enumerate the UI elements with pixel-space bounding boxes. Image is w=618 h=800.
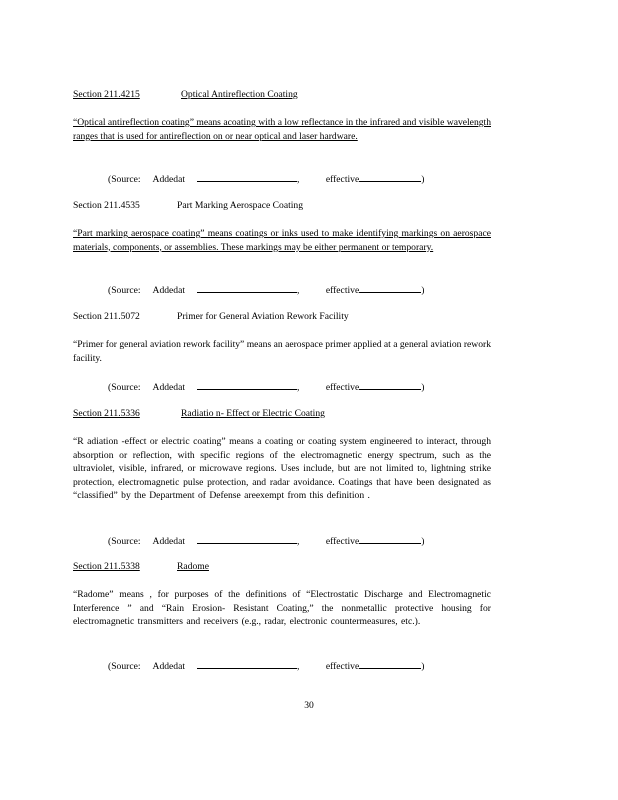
close-paren: ) xyxy=(421,174,425,185)
added-date-blank xyxy=(197,282,297,293)
section-heading xyxy=(73,560,491,574)
source-line xyxy=(108,533,424,549)
source-label: (Source: xyxy=(108,536,141,547)
source-label: (Source: xyxy=(108,174,141,185)
added-date-blank xyxy=(197,171,297,182)
effective-label: effective xyxy=(325,536,360,547)
comma: , xyxy=(297,536,300,547)
effective-date-blank xyxy=(359,533,421,544)
effective-date-blank xyxy=(359,379,421,390)
section-number: Section 211.5072 xyxy=(73,311,140,322)
effective-label: effective xyxy=(325,382,360,393)
added-date-blank xyxy=(197,533,297,544)
added-date-blank xyxy=(197,379,297,390)
section-title: Optical Antireflection Coating xyxy=(181,89,298,100)
added-label: Addedat xyxy=(152,536,186,547)
close-paren: ) xyxy=(421,285,425,296)
source-line xyxy=(108,379,424,395)
section-title: Part Marking Aerospace Coating xyxy=(177,200,304,211)
added-label: Addedat xyxy=(152,661,186,672)
effective-date-blank xyxy=(359,658,421,669)
section-title: Radiatio n- Effect or Electric Coating xyxy=(181,408,325,419)
close-paren: ) xyxy=(421,661,425,672)
close-paren: ) xyxy=(421,536,425,547)
source-line xyxy=(108,658,424,674)
source-label: (Source: xyxy=(108,382,141,393)
section-number: Section 211.5338 xyxy=(73,561,140,572)
section-number: Section 211.4535 xyxy=(73,200,140,211)
section-title: Primer for General Aviation Rework Facility xyxy=(177,311,349,322)
effective-date-blank xyxy=(359,282,421,293)
comma: , xyxy=(297,285,300,296)
section-number: Section 211.5336 xyxy=(73,408,140,419)
added-date-blank xyxy=(197,658,297,669)
section-heading xyxy=(73,199,491,213)
close-paren: ) xyxy=(421,382,425,393)
added-label: Addedat xyxy=(152,382,186,393)
source-label: (Source: xyxy=(108,285,141,296)
section-definition: “Part marking aerospace coating” means coatings or inks used to make identifying markings on aerospace materials, components, or assemblies. These markings may be either permanent or temporary. xyxy=(73,228,491,253)
added-label: Addedat xyxy=(152,285,186,296)
section-title: Radome xyxy=(177,561,209,572)
comma: , xyxy=(297,382,300,393)
effective-label: effective xyxy=(325,174,360,185)
effective-date-blank xyxy=(359,171,421,182)
source-line xyxy=(108,171,424,187)
added-label: Addedat xyxy=(152,174,186,185)
page-number: 30 xyxy=(304,700,314,711)
section-definition: “Primer for general aviation rework facility” means an aerospace primer applied at a general aviation rework facility. xyxy=(73,339,491,364)
effective-label: effective xyxy=(325,285,360,296)
section-number: Section 211.4215 xyxy=(73,89,140,100)
section-heading xyxy=(73,407,491,421)
section-definition: “Radome” means , for purposes of the definitions of “Electrostatic Discharge and Electromagnetic Interference ” and “Rain Erosion- Resistant Coating,” the nonmetallic protective housing for electromagnetic transmitters and receivers (e.g., radar, electronic countermeasures, etc.). xyxy=(73,589,491,628)
section-definition: “Optical antireflection coating” means acoating with a low reflectance in the infrared and visible wavelength ranges that is used for antireflection on or near optical and laser hardware. xyxy=(73,117,491,142)
section-heading xyxy=(73,88,491,102)
comma: , xyxy=(297,174,300,185)
effective-label: effective xyxy=(325,661,360,672)
section-definition: “R adiation -effect or electric coating” means a coating or coating system engineered to interact, through absorption or reflection, with specific regions of the electromagnetic energy spectrum, such as the ultraviolet, visible, infrared, or microwave regions. Uses include, but are not limited to, lightning strike protection, electromagnetic pulse protection, and radar avoidance. Coatings that have been designated as “classified” by the Department of Defense areexempt from this definition . xyxy=(73,436,491,502)
source-line xyxy=(108,282,424,298)
section-heading xyxy=(73,310,491,324)
source-label: (Source: xyxy=(108,661,141,672)
comma: , xyxy=(297,661,300,672)
